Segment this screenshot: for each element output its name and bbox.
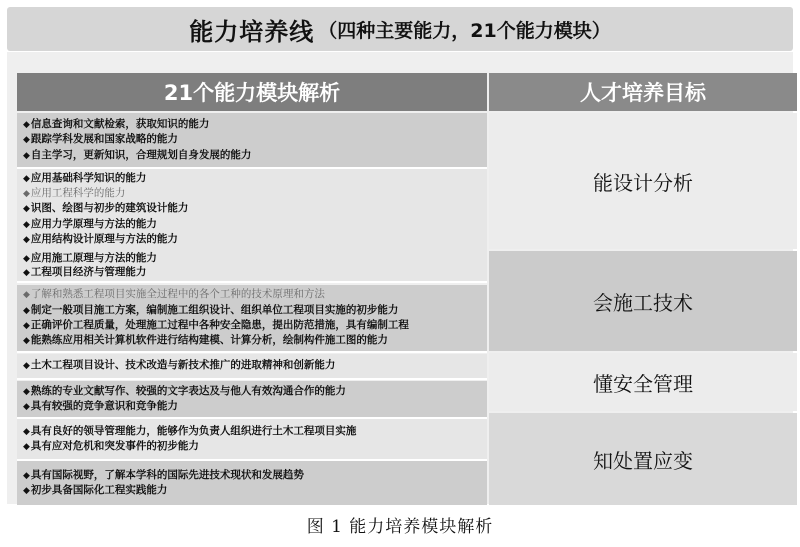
- module-item: ◆土木工程项目设计、技术改造与新技术推广的进取精神和创新能力: [23, 359, 336, 372]
- diamond-bullet-icon: ◆: [23, 305, 30, 316]
- module-item: ◆制定一般项目施工方案，编制施工组织设计、组织单位工程项目实施的初步能力: [23, 303, 399, 316]
- diamond-bullet-icon: ◆: [23, 321, 30, 331]
- module-group-8: [17, 461, 487, 505]
- module-group-7: [17, 419, 487, 459]
- module-item: ◆具有应对危机和突发事件的初步能力: [23, 440, 199, 452]
- diamond-bullet-icon: ◆: [23, 426, 30, 437]
- module-item: ◆了解和熟悉工程项目实施全过程中的各个工种的技术原理和方法: [23, 288, 325, 301]
- diamond-bullet-icon: ◆: [23, 234, 30, 245]
- diamond-bullet-icon: ◆: [23, 402, 30, 412]
- goal-emergency-response: 知处置应变: [489, 413, 797, 505]
- module-item: ◆正确评价工程质量，处理施工过程中各种安全隐患，提出防范措施，具有编制工程: [23, 319, 409, 331]
- module-item: ◆应用工程科学的能力: [23, 187, 126, 200]
- module-group-6: [17, 381, 487, 417]
- goal-construction-technique: 会施工技术: [489, 251, 797, 351]
- diamond-bullet-icon: ◆: [23, 150, 30, 161]
- diamond-bullet-icon: ◆: [23, 174, 30, 184]
- header-modules: 21个能力模块解析: [17, 73, 487, 111]
- diamond-bullet-icon: ◆: [23, 442, 30, 452]
- module-item: ◆识图、绘图与初步的建筑设计能力: [23, 202, 189, 215]
- module-group-2: [17, 169, 487, 249]
- module-item: ◆工程项目经济与管理能力: [23, 266, 147, 278]
- ability-table: [17, 73, 797, 505]
- divider: [17, 378, 487, 380]
- module-group-1: [17, 113, 487, 167]
- module-item: ◆信息查询和文献检索，获取知识的能力: [23, 117, 210, 130]
- module-group-5: [17, 354, 487, 378]
- goal-safety-management: 懂安全管理: [489, 353, 797, 411]
- diamond-bullet-icon: ◆: [23, 336, 30, 347]
- module-item: ◆应用基础科学知识的能力: [23, 172, 147, 184]
- divider: [17, 351, 487, 353]
- diamond-bullet-icon: ◆: [23, 361, 30, 372]
- diamond-bullet-icon: ◆: [23, 219, 30, 230]
- diamond-bullet-icon: ◆: [23, 254, 30, 264]
- diamond-bullet-icon: ◆: [23, 268, 30, 278]
- diamond-bullet-icon: ◆: [23, 119, 30, 130]
- diamond-bullet-icon: ◆: [23, 189, 30, 200]
- module-item: ◆具有较强的竞争意识和竞争能力: [23, 400, 178, 412]
- diamond-bullet-icon: ◆: [23, 470, 30, 481]
- module-item: ◆具有国际视野，了解本学科的国际先进技术现状和发展趋势: [23, 468, 304, 481]
- module-item: ◆能熟练应用相关计算机软件进行结构建模、计算分析，绘制构件施工图的能力: [23, 334, 388, 347]
- module-group-3: [17, 249, 487, 281]
- divider: [17, 281, 487, 283]
- diamond-bullet-icon: ◆: [23, 386, 30, 397]
- title-subtitle: （四种主要能力，21个能力模块）: [318, 19, 611, 42]
- diamond-bullet-icon: ◆: [23, 290, 30, 301]
- module-item: ◆自主学习，更新知识，合理规划自身发展的能力: [23, 148, 252, 161]
- diamond-bullet-icon: ◆: [23, 204, 30, 215]
- header-goals: 人才培养目标: [489, 73, 797, 111]
- module-item: ◆应用力学原理与方法的能力: [23, 217, 157, 230]
- figure-caption: 图 1 能力培养模块解析: [306, 517, 494, 537]
- module-item: ◆具有良好的领导管理能力，能够作为负责人组织进行土木工程项目实施: [23, 424, 357, 437]
- module-item: ◆初步具备国际化工程实践能力: [23, 484, 168, 496]
- module-group-4: [17, 285, 487, 351]
- diamond-bullet-icon: ◆: [23, 135, 30, 146]
- title-bar: [7, 7, 793, 51]
- title-main: 能力培养线: [189, 17, 315, 46]
- diamond-bullet-icon: ◆: [23, 486, 30, 496]
- module-item: ◆应用结构设计原理与方法的能力: [23, 232, 178, 245]
- module-item: ◆应用施工原理与方法的能力: [23, 252, 157, 264]
- module-item: ◆熟练的专业文献写作、较强的文字表达及与他人有效沟通合作的能力: [23, 384, 346, 397]
- module-item: ◆跟踪学科发展和国家战略的能力: [23, 133, 178, 146]
- goal-design-analysis: 能设计分析: [489, 113, 797, 249]
